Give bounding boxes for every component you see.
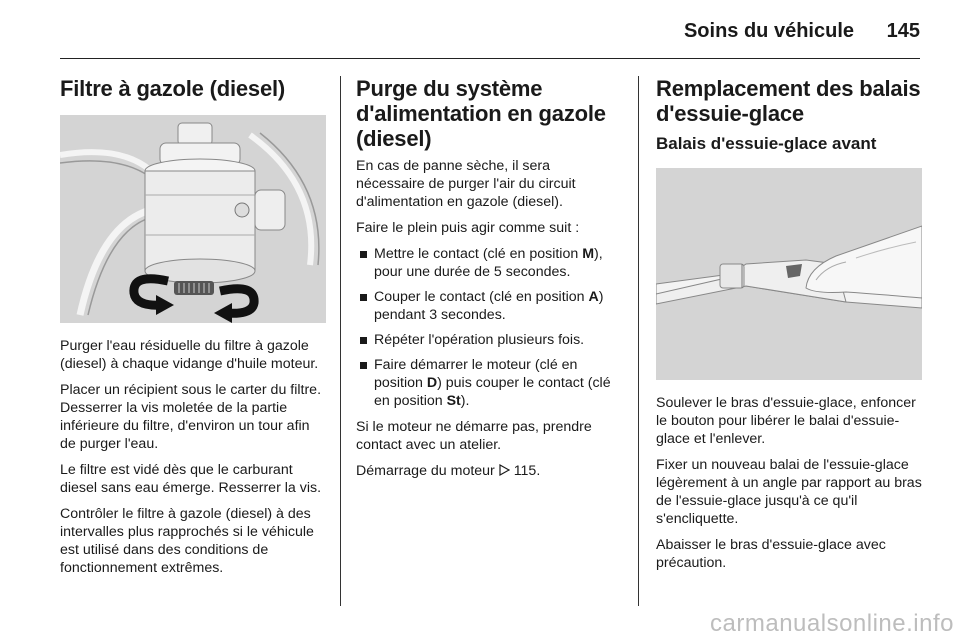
page-reference-icon xyxy=(499,463,510,481)
paragraph: Fixer un nouveau balai de l'essuie-glace légèrement à un angle par rapport au bras de l'essuie-glace jusqu'à ce qu'il s'encliquette. xyxy=(656,457,922,527)
paragraph: Purger l'eau résiduelle du filtre à gazole (diesel) à chaque vidange d'huile moteur. xyxy=(60,338,319,372)
paragraph: Si le moteur ne démarre pas, prendre contact avec un atelier. xyxy=(356,419,592,453)
fuel-filter-illustration xyxy=(60,115,326,323)
list-item: Faire démarrer le moteur (clé en position D) puis couper le contact (clé en position St). xyxy=(356,356,622,410)
paragraph: Contrôler le filtre à gazole (diesel) à des intervalles plus rapprochés si le véhicule est utilisé dans des conditions de fonctionnement extrêmes. xyxy=(60,506,314,576)
subheading-front-wiper: Balais d'essuie-glace avant xyxy=(656,134,877,153)
steps-list xyxy=(356,245,622,410)
section-title: Soins du véhicule xyxy=(683,20,854,42)
watermark: carmanualsonline.info xyxy=(710,610,954,637)
column-wiper-blades xyxy=(656,76,922,580)
column-divider xyxy=(638,76,639,606)
page-number: 145 xyxy=(886,20,920,42)
paragraph: Placer un récipient sous le carter du filtre. Desserrer la vis moletée de la partie inférieure du filtre, d'environ un tour afin de purger l'eau. xyxy=(60,382,322,452)
wiper-blade-illustration xyxy=(656,168,922,380)
paragraph: En cas de panne sèche, il sera nécessaire de purger l'air du circuit d'alimentation en gazole (diesel). xyxy=(356,158,576,210)
list-item: Couper le contact (clé en position A) pendant 3 secondes. xyxy=(356,288,622,324)
page-header xyxy=(60,0,920,59)
cross-reference[interactable]: Démarrage du moteur 115. xyxy=(356,463,541,479)
heading-fuel-filter: Filtre à gazole (diesel) xyxy=(60,76,286,101)
heading-fuel-purge: Purge du système d'alimentation en gazole (diesel) xyxy=(356,76,606,151)
column-fuel-purge xyxy=(356,76,622,489)
paragraph: Faire le plein puis agir comme suit : xyxy=(356,220,580,236)
column-fuel-filter xyxy=(60,76,326,585)
column-divider xyxy=(340,76,341,606)
paragraph: Soulever le bras d'essuie-glace, enfoncer le bouton pour libérer le balai d'essuie-glace et l'enlever. xyxy=(656,395,916,447)
list-item: Répéter l'opération plusieurs fois. xyxy=(356,331,622,349)
paragraph: Abaisser le bras d'essuie-glace avec précaution. xyxy=(656,537,886,571)
list-item: Mettre le contact (clé en position M), pour une durée de 5 secondes. xyxy=(356,245,622,281)
paragraph: Le filtre est vidé dès que le carburant diesel sans eau émerge. Resserrer la vis. xyxy=(60,462,322,496)
heading-wiper-blades: Remplacement des balais d'essuie-glace xyxy=(656,76,921,126)
